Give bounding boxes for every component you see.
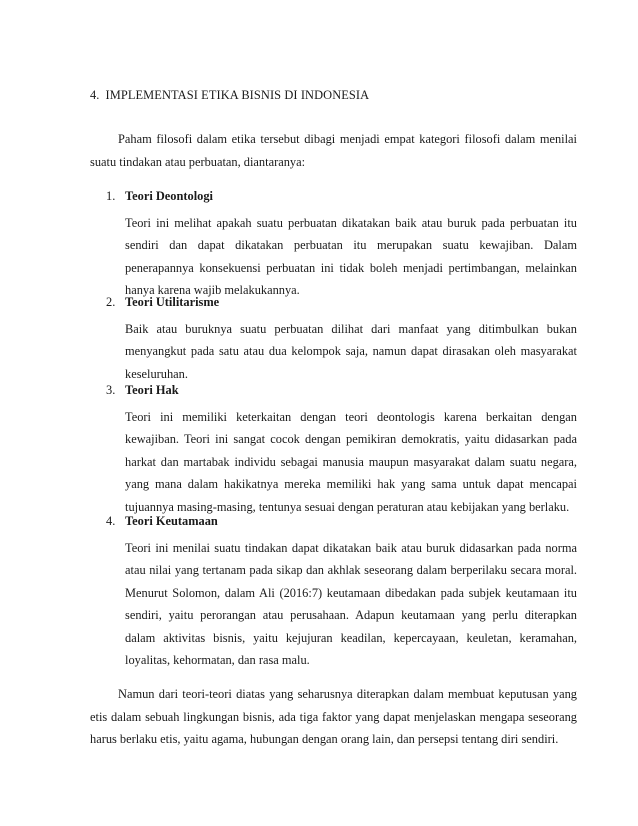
closing-paragraph [90,683,577,751]
list-item-body: Baik atau buruknya suatu perbuatan dilihat dari manfaat yang ditimbulkan bukan menyangkut pada satu atau dua kelompok saja, namun dapat dirasakan oleh masyarakat keseluruhan. [125,321,577,381]
list-item-number: 2. [106,295,116,309]
list-item-number: 3. [106,383,116,397]
list-item-body: Teori ini memiliki keterkaitan dengan teori deontologis karena berkaitan dengan kewajiban. Teori ini sangat cocok dengan pemikiran demokratis, yaitu didasarkan pada harkat dan martabak individu sebagai manusia maupun masyarakat dalam suatu negara, yang mana dalam hakikatnya mereka memiliki hak yang sama untuk dapat mencapai tujuannya masing-masing, tentunya sesuai dengan peraturan atau kebijakan yang berlaku. [125,409,577,514]
list-item-title: Teori Deontologi [125,189,213,203]
closing-text: Namun dari teori-teori diatas yang seharusnya diterapkan dalam membuat keputusan yang etis dalam sebuah lingkungan bisnis, ada tiga faktor yang dapat menjelaskan mengapa seseorang harus berlaku etis, yaitu agama, hubungan dengan orang lain, dan persepsi tentang diri sendiri. [90,687,577,746]
section-number: 4. [90,88,100,102]
list-item-title: Teori Keutamaan [125,514,218,528]
list-item-title: Teori Utilitarisme [125,295,220,309]
intro-paragraph [90,128,577,173]
list-item-body: Teori ini melihat apakah suatu perbuatan dikatakan baik atau buruk pada perbuatan itu sendiri dan dapat dikatakan perbuatan itu merupakan suatu kewajiban. Dalam penerapannya konsekuensi perbuatan ini tidak boleh menjadi pertimbangan, melainkan hanya karena wajib melakukannya. [125,215,577,297]
list-item-body: Teori ini menilai suatu tindakan dapat dikatakan baik atau buruk didasarkan pada norma atau nilai yang tertanam pada sikap dan akhlak seseorang dalam berperilaku secara moral. Menurut Solomon, dalam Ali (2016:7) keutamaan dibedakan pada subjek keutamaan itu sendiri, yaitu perorangan atau perusahaan. Adapun keutamaan yang perlu diterapkan dalam aktivitas bisnis, yaitu kejujuran keadilan, kepercayaan, keuletan, keramahan, loyalitas, kehormatan, dan rasa malu. [125,540,577,667]
list-item-number: 1. [106,189,116,203]
list-item-number: 4. [106,514,116,528]
section-title: IMPLEMENTASI ETIKA BISNIS DI INDONESIA [105,88,370,102]
intro-text: Paham filosofi dalam etika tersebut dibagi menjadi empat kategori filosofi dalam menilai suatu tindakan atau perbuatan, diantaranya: [90,132,577,169]
section-heading [90,88,369,103]
list-item-title: Teori Hak [125,383,179,397]
